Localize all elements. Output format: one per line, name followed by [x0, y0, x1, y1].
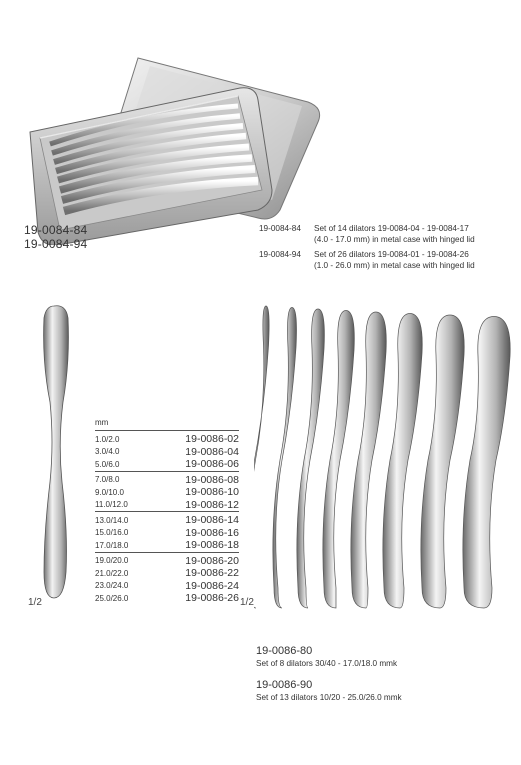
code-cell: 19-0086-24 [185, 579, 239, 592]
scale-label-left: 1/2 [28, 597, 42, 608]
dilator-2 [273, 308, 297, 609]
dilator-6 [383, 314, 422, 609]
desc-code: 19-0084-84 [259, 224, 301, 233]
code-cell: 19-0086-02 [185, 433, 239, 446]
set-code-80: 19-0086-80 [256, 645, 313, 657]
table-row [95, 580, 239, 593]
table-row [95, 446, 239, 459]
code-cell: 19-0086-08 [185, 473, 239, 486]
size-cell: 5.0/6.0 [95, 459, 120, 469]
size-cell: 13.0/14.0 [95, 515, 129, 525]
size-cell: 3.0/4.0 [95, 447, 120, 457]
set-code-90: 19-0086-90 [256, 679, 313, 691]
dilator-5 [351, 312, 386, 608]
code-cell: 19-0086-04 [185, 445, 239, 458]
code-cell: 19-0086-26 [185, 592, 239, 605]
dilator-set-image [254, 300, 516, 612]
desc-line: (4.0 - 17.0 mm) in metal case with hinged lid [314, 235, 475, 244]
dilator-3 [297, 309, 325, 608]
size-cell: 7.0/8.0 [95, 475, 120, 485]
code-cell: 19-0086-10 [185, 486, 239, 499]
size-cell: 15.0/16.0 [95, 528, 129, 538]
set-desc-90: Set of 13 dilators 10/20 - 25.0/26.0 mmk [256, 693, 402, 702]
size-cell: 23.0/24.0 [95, 581, 129, 591]
table-row [95, 567, 239, 580]
size-cell: 21.0/22.0 [95, 568, 129, 578]
table-row [95, 592, 239, 605]
dilator-4 [323, 311, 354, 609]
size-cell: 11.0/12.0 [95, 500, 128, 510]
table-row [95, 433, 239, 446]
table-group [95, 471, 239, 512]
case-set-code-84: 19-0084-84 [24, 223, 88, 237]
size-cell: 19.0/20.0 [95, 556, 129, 566]
table-row [95, 555, 239, 568]
desc-line: (1.0 - 26.0 mm) in metal case with hinged lid [314, 261, 475, 270]
dilator-1 [254, 306, 269, 608]
code-cell: 19-0086-16 [185, 526, 239, 539]
table-row [95, 486, 239, 499]
table-row [95, 458, 239, 471]
table-row [95, 514, 239, 527]
size-table [95, 418, 239, 605]
code-cell: 19-0086-14 [185, 514, 239, 527]
scale-label-right: 1/2 [240, 597, 254, 608]
single-dilator-image [30, 302, 88, 602]
table-row [95, 499, 239, 512]
code-cell: 19-0086-12 [185, 498, 239, 511]
code-cell: 19-0086-22 [185, 567, 239, 580]
desc-code: 19-0084-94 [259, 250, 301, 259]
table-row [95, 539, 239, 552]
size-cell: 17.0/18.0 [95, 540, 129, 550]
size-cell: 1.0/2.0 [95, 434, 120, 444]
table-row [95, 474, 239, 487]
code-cell: 19-0086-06 [185, 458, 239, 471]
set-desc-80: Set of 8 dilators 30/40 - 17.0/18.0 mmk [256, 659, 398, 668]
table-row [95, 527, 239, 540]
dilator-8 [463, 317, 510, 609]
desc-line: Set of 14 dilators 19-0084-04 - 19-0084-17 [314, 224, 469, 233]
size-cell: 9.0/10.0 [95, 487, 124, 497]
code-cell: 19-0086-18 [185, 539, 239, 552]
metal-case-image [10, 40, 330, 245]
case-set-code-94: 19-0084-94 [24, 237, 88, 251]
size-cell: 25.0/26.0 [95, 593, 129, 603]
desc-line: Set of 26 dilators 19-0084-01 - 19-0084-26 [314, 250, 469, 259]
table-group [95, 430, 239, 471]
table-group [95, 511, 239, 552]
table-group [95, 552, 239, 605]
unit-label: mm [95, 418, 109, 427]
code-cell: 19-0086-20 [185, 554, 239, 567]
dilator-7 [421, 315, 464, 608]
